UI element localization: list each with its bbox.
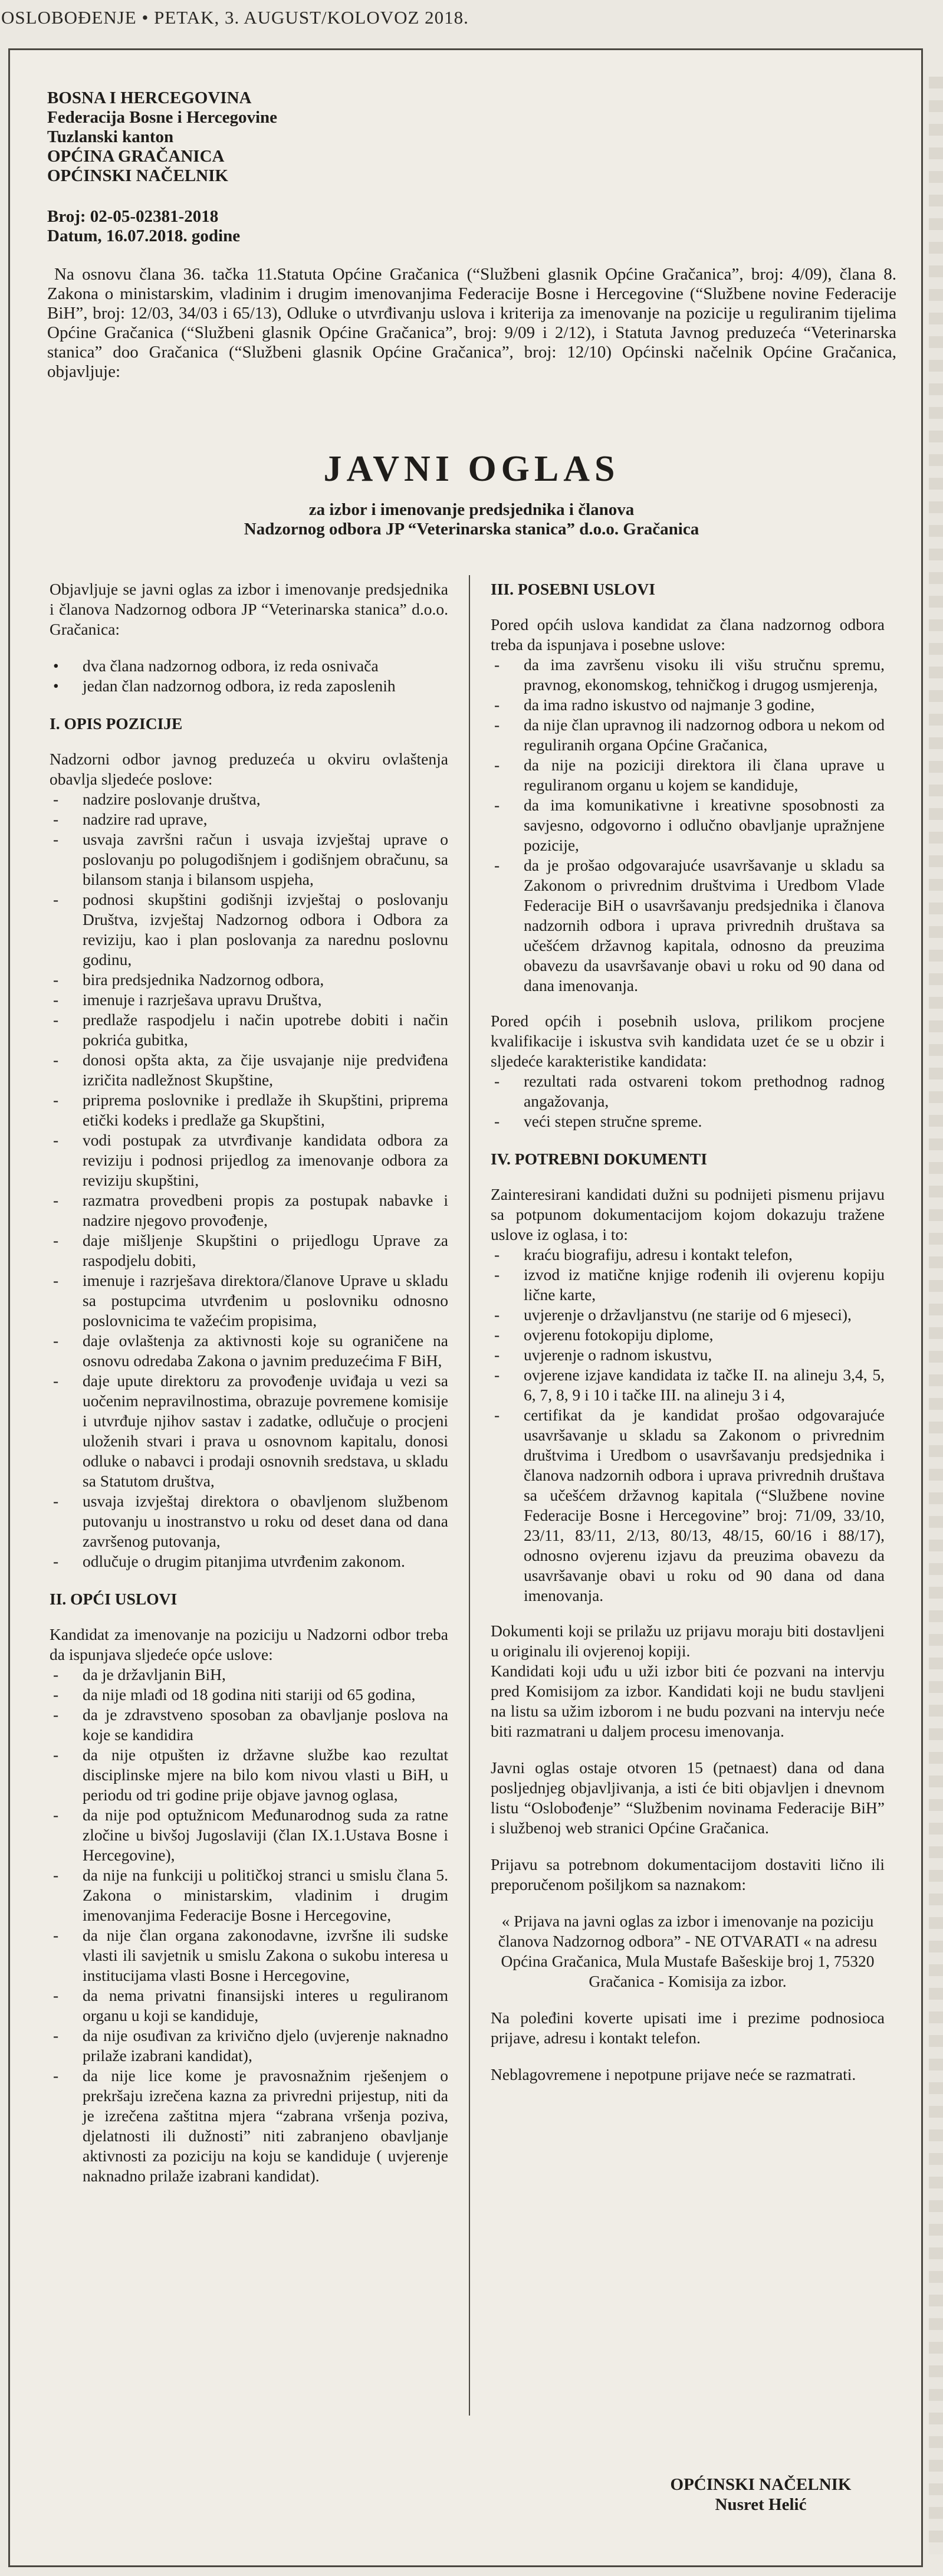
list-item: - da je prošao odgovarajuće usavršavanje u skladu sa Zakonom o privrednim društvima i Uredbom Vlade Federacije BiH o usavršavanju predsjednika i članova nadzornih odbora i uprava privrednih društava sa učešćem državnog kapitala, odnosno da preuzima obavezu da usavršavanje obavi u roku od 90 dana od dana imenovanja. [491,855,885,996]
subtitle-line: za izbor i imenovanje predsjednika i članova [308,500,635,519]
paragraph: Kandidati koji uđu u uži izbor biti će pozvani na intervju pred Komisijom za izbor. Kandidati koji ne budu stavljeni na listu sa užim izborom i ne budu pozvani na intervju neće biti razmatrani u daljem procesu imenovanja. [491,1662,885,1740]
list-item: - nadzire rad uprave, [50,809,448,829]
documents-list [491,1245,885,1606]
list-item: - da nije mlađi od 18 godina niti stariji od 65 godina, [50,1685,448,1705]
duties-list [50,789,448,1571]
list-item: - da nije član organa zakonodavne, izvršne ili sudske vlasti ili savjetnik u smislu Zakona o sukobu interesa u institucijama vlasti Bosne i Hercegovine, [50,1925,448,1986]
list-item: - uvjerenje o državljanstvu (ne starije od 6 mjeseci), [491,1305,885,1325]
list-item: - da je državljanin BiH, [50,1665,448,1685]
notice-subtitle [0,500,943,539]
list-item: - nadzire poslovanje društva, [50,789,448,809]
header-line: Federacija Bosne i Hercegovine [47,108,278,127]
section-heading: IV. POTREBNI DOKUMENTI [491,1150,707,1168]
list-item: - bira predsjednika Nadzornog odbora, [50,970,448,990]
left-column [50,579,448,2201]
paragraph: Javni oglas ostaje otvoren 15 (petnaest) dana od dana posljednjeg objavljivanja, a isti će biti objavljen i dnevnom listu “Oslobođenje” “Službenim novinama Federacije BiH” i službenoj web stranici Općine Gračanica. [491,1758,885,1837]
section-paragraph: Pored općih i posebnih uslova, prilikom procjene kvalifikacije i iskustva svih kandidata uzet će se u obzir i sljedeće karakteristike kandidata: [491,1012,885,1070]
list-item: - da nije pod optužnicom Međunarodnog suda za ratne zločine u bivšoj Jugoslaviji (član IX.1.Ustava Bosne i Hercegovine), [50,1805,448,1865]
list-item: - rezultati rada ostvareni tokom prethodnog radnog angažovanja, [491,1071,885,1111]
list-item: - predlaže raspodjelu i način upotrebe dobiti i način pokrića gubitka, [50,1010,448,1050]
section-intro: Kandidat za imenovanje na poziciju u Nadzorni odbor treba da ispunjava sljedeće opće uslove: [50,1625,448,1663]
list-item: - da nije lice kome je pravosnažnim rješenjem o prekršaju izrečena kazna za privredni prijestup, niti da je izrečena zaštitna mjera “zabrana vršenja poziva, djelatnosti ili dužnosti” niti zabranjeno obavljanje aktivnosti za poziciju na koju se kandiduje ( uvjerenje naknadno prilaže izabrani kandidat). [50,2066,448,2186]
signatory-name: Nusret Helić [715,2495,807,2514]
date: Datum, 16.07.2018. godine [47,227,241,245]
paragraph: Neblagovremene i nepotpune prijave neće se razmatrati. [491,2065,856,2083]
list-item: - podnosi skupštini godišnji izvještaj o poslovanju Društva, izvještaj Nadzornog odbora i Odbora za reviziju, kao i plan poslovanja za narednu poslovnu godinu, [50,890,448,970]
section-heading: I. OPIS POZICIJE [50,714,183,733]
list-item: - da je zdravstveno sposoban za obavljanje poslova na koje se kandidira [50,1705,448,1745]
list-item: - da nema privatni finansijski interes u reguliranom organu u koji se kandiduje, [50,1986,448,2026]
list-item: • dva člana nadzornog odbora, iz reda osnivača [50,656,448,676]
list-item: - donosi opšta akta, za čije usvajanje nije predviđena izričita nadležnost Skupštine, [50,1050,448,1090]
list-item: - imenuje i razrješava direktora/članove Uprave u skladu sa postupcima utvrđenim u poslovniku odnosno poslovnicima te važećim propisima, [50,1271,448,1331]
list-item: - odlučuje o drugim pitanjima utvrđenim zakonom. [50,1551,448,1571]
list-item: - veći stepen stručne spreme. [491,1111,885,1131]
header-line: OPĆINSKI NAČELNIK [47,166,228,185]
subtitle-line: Nadzornog odbora JP “Veterinarska stanica” d.o.o. Gračanica [244,520,699,539]
list-item: - daje upute direktoru za provođenje uviđaja u vezi sa uočenim nepravilnostima, obrazuje povremene komisije i utvrđuje njihov sastav i zadatke, odlučuje o procjeni uloženih stvari i prava u osnovnom kapitalu, donosi odluke o nabavci i prodaji osnovnih sredstava, u skladu sa Statutom društva, [50,1371,448,1491]
section-heading: III. POSEBNI USLOVI [491,580,655,598]
reference-number: Broj: 02-05-02381-2018 [47,207,219,226]
list-item: - ovjerene izjave kandidata iz tačke II. na alineju 3,4, 5, 6, 7, 8, 9 i 10 i tačke III. na alineju 3 i 4, [491,1365,885,1405]
notice-title: JAVNI OGLAS [323,449,620,489]
list-item: - usvaja završni račun i usvaja izvještaj uprave o poslovanju po polugodišnjem i godišnjem obračunu, sa bilansom stanja i bilansom uspjeha, [50,829,448,890]
section-heading: II. OPĆI USLOVI [50,1590,178,1608]
list-item: - daje mišljenje Skupštini o prijedlogu Uprave za raspodjelu dobiti, [50,1230,448,1271]
column-divider [469,575,470,2416]
special-conditions-list [491,655,885,996]
list-item: - certifikat da je kandidat prošao odgovarajuće usavršavanje u skladu sa Zakonom o privrednim društvima i Uredbom o usavršavanju predsjednika i članova nadzornih odbora i uprava privrednih društava sa učešćem državnog kapitala (“Službene novine Federacije Bosne i Hercegovine” broj: 71/09, 33/10, 23/11, 83/11, 2/13, 80/13, 48/15, 60/16 i 88/17), odnosno ovjerenu izjavu da preuzima obavezu da usavršavanje obavi u roku od 90 dana od dana imenovanja. [491,1405,885,1606]
header-line: OPĆINA GRAČANICA [47,147,225,166]
section-intro: Zainteresirani kandidati dužni su podnijeti pismenu prijavu sa potpunom dokumentacijom kojom dokazuju tražene uslove iz oglasa, i to: [491,1185,885,1243]
list-item: - izvod iz matične knjige rođenih ili ovjerenu kopiju lične karte, [491,1265,885,1305]
list-item: - da ima komunikativne i kreativne sposobnosti za savjesno, odgovorno i odlučno obavljanje upražnjene pozicije, [491,795,885,855]
list-item: - razmatra provedbeni propis za postupak nabavke i nadzire njegovo provođenje, [50,1190,448,1230]
list-item: - usvaja izvještaj direktora o obavljenom službenom putovanju u inostranstvo u roku od deset dana od dana završenog putovanja, [50,1491,448,1551]
paragraph: Dokumenti koji se prilažu uz prijavu moraju biti dostavljeni u originalu ili ovjerenoj kopiji. [491,1622,885,1660]
section-intro: Pored općih uslova kandidat za člana nadzornog odbora treba da ispunjava i posebne uslove: [491,615,885,654]
characteristics-list [491,1071,885,1131]
general-conditions-list [50,1665,448,2186]
paragraph: Prijavu sa potrebnom dokumentacijom dostaviti lično ili preporučenom pošiljkom sa naznakom: [491,1855,885,1894]
list-item: - da ima radno iskustvo od najmanje 3 godine, [491,695,885,715]
header-line: BOSNA I HERCEGOVINA [47,88,252,107]
positions-list [50,656,448,696]
list-item: - uvjerenje o radnom iskustvu, [491,1345,885,1365]
paragraph: Na poleđini koverte upisati ime i prezime podnosioca prijave, adresu i kontakt telefon. [491,2009,885,2047]
list-item: - ovjerenu fotokopiju diplome, [491,1325,885,1345]
list-item: - da nije na poziciji direktora ili člana uprave u reguliranom organu u kojem se kandiduje, [491,755,885,795]
list-item: - da ima završenu visoku ili višu stručnu spremu, pravnog, ekonomskog, tehničkog i drugog usmjerenja, [491,655,885,695]
masthead: OSLOBOĐENJE • PETAK, 3. AUGUST/KOLOVOZ 2018. [1,7,469,28]
list-item: - da nije osuđivan za krivično djelo (uvjerenje naknadno prilaže izabrani kandidat), [50,2026,448,2066]
signatory-title: OPĆINSKI NAČELNIK [670,2475,852,2494]
list-item: - kraću biografiju, adresu i kontakt telefon, [491,1245,885,1265]
list-item: - imenuje i razrješava upravu Društva, [50,990,448,1010]
signature-block [637,2475,885,2515]
envelope-label: « Prijava na javni oglas za izbor i imenovanje na poziciju članova Nadzornog odbora” - NE OTVARATI « na adresu Općina Gračanica, Mula Mustafe Bašeskije broj 1, 75320 Gračanica - Komisija za izbor. [498,1912,878,1990]
list-item: - daje ovlaštenja za aktivnosti koje su ograničene na osnovu odredaba Zakona o javnim preduzećima F BiH, [50,1331,448,1371]
list-item: • jedan član nadzornog odbora, iz reda zaposlenih [50,676,448,696]
list-item: - vodi postupak za utvrđivanje kandidata odbora za reviziju i podnosi prijedlog za imenovanje odbora za reviziju skupštini, [50,1130,448,1190]
notice-header [47,88,896,382]
list-item: - da nije otpušten iz državne službe kao rezultat disciplinske mjere na bilo kom nivou vlasti u BiH, u periodu od tri godine prije objave javnog oglasa, [50,1745,448,1805]
legal-basis: Na osnovu člana 36. tačka 11.Statuta Općine Gračanica (“Službeni glasnik Općine Gračanica”, broj: 4/09), člana 8. Zakona o ministarskim, vladinim i drugim imenovanjima Federacije Bosne i Hercegovine (“Službene novine Federacije BiH”, broj: 12/03, 34/03 i 65/13), Odluke o utvrđivanju uslova i kriterija za imenovanje na pozicije u reguliranim tijelima Općine Gračanica (“Službeni glasnik Općine Gračanica”, broj: 9/09 i 2/12), i Statuta Javnog preduzeća “Veterinarska stanica” doo Gračanica (“Službeni glasnik Općine Gračanica”, broj: 12/10) Općinski načelnik Općine Gračanica, objavljuje: [47,265,896,381]
list-item: - da nije član upravnog ili nadzornog odbora u nekom od reguliranih organa Općine Gračanica, [491,715,885,755]
section-intro: Nadzorni odbor javnog preduzeća u okviru ovlaštenja obavlja sljedeće poslove: [50,750,448,788]
header-line: Tuzlanski kanton [47,127,174,146]
opening-paragraph: Objavljuje se javni oglas za izbor i imenovanje predsjednika i članova Nadzornog odbora JP “Veterinarska stanica” d.o.o. Gračanica: [50,580,448,638]
right-column [491,579,885,2101]
list-item: - da nije na funkciji u političkoj stranci u smislu člana 5. Zakona o ministarskim, vladinim i drugim imenovanjima Federacije Bosne i Hercegovine, [50,1865,448,1925]
list-item: - priprema poslovnike i predlaže ih Skupštini, priprema etički kodeks i predlaže ga Skupštini, [50,1090,448,1130]
